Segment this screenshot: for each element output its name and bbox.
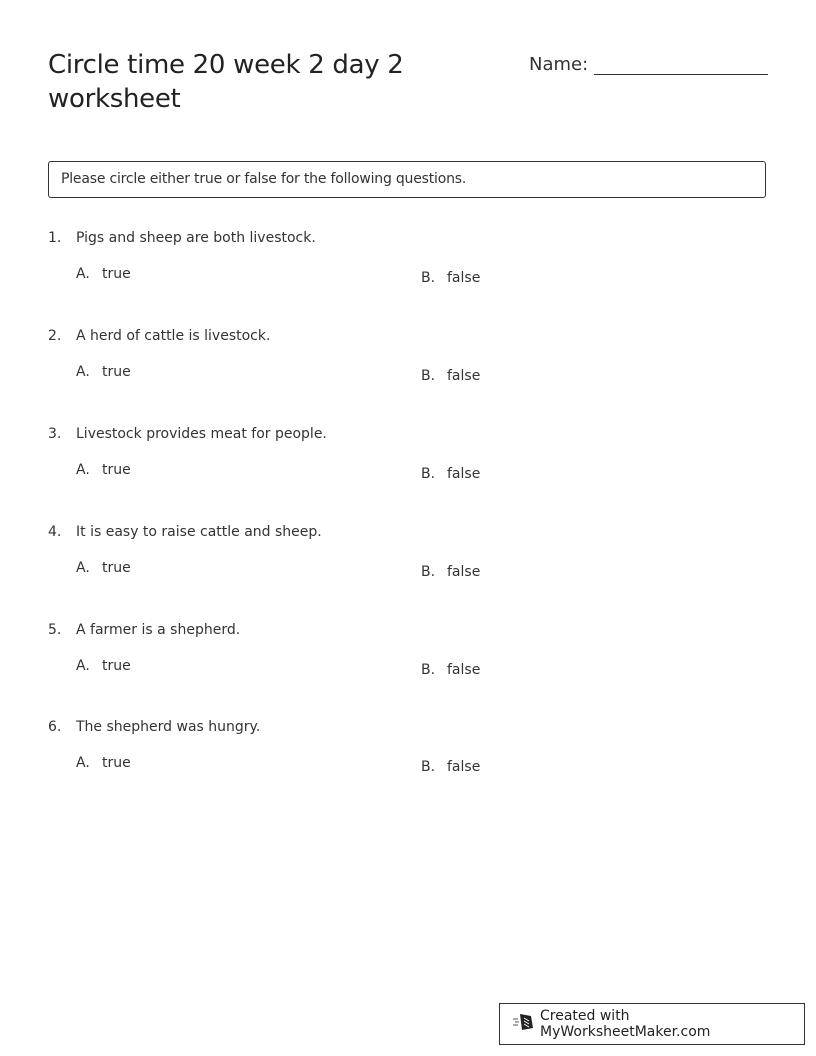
footer-badge[interactable] bbox=[499, 1003, 805, 1045]
option-label: true bbox=[102, 266, 131, 282]
option-label: true bbox=[102, 658, 131, 674]
option-letter: B. bbox=[421, 662, 436, 678]
option-b[interactable] bbox=[421, 368, 480, 384]
option-label: true bbox=[102, 462, 131, 478]
option-b[interactable] bbox=[421, 759, 480, 775]
option-label: true bbox=[102, 755, 131, 771]
worksheet-logo-icon bbox=[512, 1012, 540, 1036]
option-letter: A. bbox=[76, 266, 90, 282]
question-text: Livestock provides meat for people. bbox=[76, 426, 327, 442]
name-blank-line bbox=[594, 52, 768, 75]
option-letter: A. bbox=[76, 560, 90, 576]
option-a[interactable] bbox=[76, 658, 131, 674]
question-number: 1. bbox=[48, 230, 62, 246]
question-number: 4. bbox=[48, 524, 62, 540]
footer-text: Created with MyWorksheetMaker.com bbox=[540, 1008, 711, 1040]
option-label: false bbox=[447, 270, 481, 286]
option-label: false bbox=[447, 466, 481, 482]
option-label: false bbox=[447, 564, 481, 580]
question-number: 2. bbox=[48, 328, 62, 344]
option-label: false bbox=[447, 759, 481, 775]
question-2 bbox=[48, 328, 748, 394]
option-a[interactable] bbox=[76, 462, 131, 478]
option-letter: B. bbox=[421, 759, 436, 775]
option-letter: A. bbox=[76, 658, 90, 674]
question-text: A herd of cattle is livestock. bbox=[76, 328, 271, 344]
option-a[interactable] bbox=[76, 560, 131, 576]
option-letter: B. bbox=[421, 466, 436, 482]
option-label: true bbox=[102, 364, 131, 380]
page-title: Circle time 20 week 2 day 2 worksheet bbox=[48, 50, 404, 114]
option-letter: A. bbox=[76, 364, 90, 380]
option-b[interactable] bbox=[421, 662, 480, 678]
option-letter: B. bbox=[421, 368, 436, 384]
question-text: A farmer is a shepherd. bbox=[76, 622, 241, 638]
option-b[interactable] bbox=[421, 270, 480, 286]
option-b[interactable] bbox=[421, 564, 480, 580]
option-b[interactable] bbox=[421, 466, 480, 482]
option-letter: B. bbox=[421, 270, 436, 286]
option-letter: A. bbox=[76, 755, 90, 771]
option-label: false bbox=[447, 368, 481, 384]
question-text: The shepherd was hungry. bbox=[76, 719, 261, 735]
option-letter: B. bbox=[421, 564, 436, 580]
question-text: It is easy to raise cattle and sheep. bbox=[76, 524, 322, 540]
question-text: Pigs and sheep are both livestock. bbox=[76, 230, 316, 246]
option-label: true bbox=[102, 560, 131, 576]
question-number: 5. bbox=[48, 622, 62, 638]
option-letter: A. bbox=[76, 462, 90, 478]
option-label: false bbox=[447, 662, 481, 678]
question-number: 6. bbox=[48, 719, 62, 735]
question-1 bbox=[48, 230, 748, 296]
name-label: Name: bbox=[529, 54, 589, 75]
name-field bbox=[529, 52, 768, 75]
question-3 bbox=[48, 426, 748, 492]
option-a[interactable] bbox=[76, 755, 131, 771]
question-4 bbox=[48, 524, 748, 590]
question-5 bbox=[48, 622, 748, 688]
question-6 bbox=[48, 719, 748, 785]
instructions-box: Please circle either true or false for the following questions. bbox=[48, 161, 766, 198]
question-number: 3. bbox=[48, 426, 62, 442]
option-a[interactable] bbox=[76, 364, 131, 380]
option-a[interactable] bbox=[76, 266, 131, 282]
